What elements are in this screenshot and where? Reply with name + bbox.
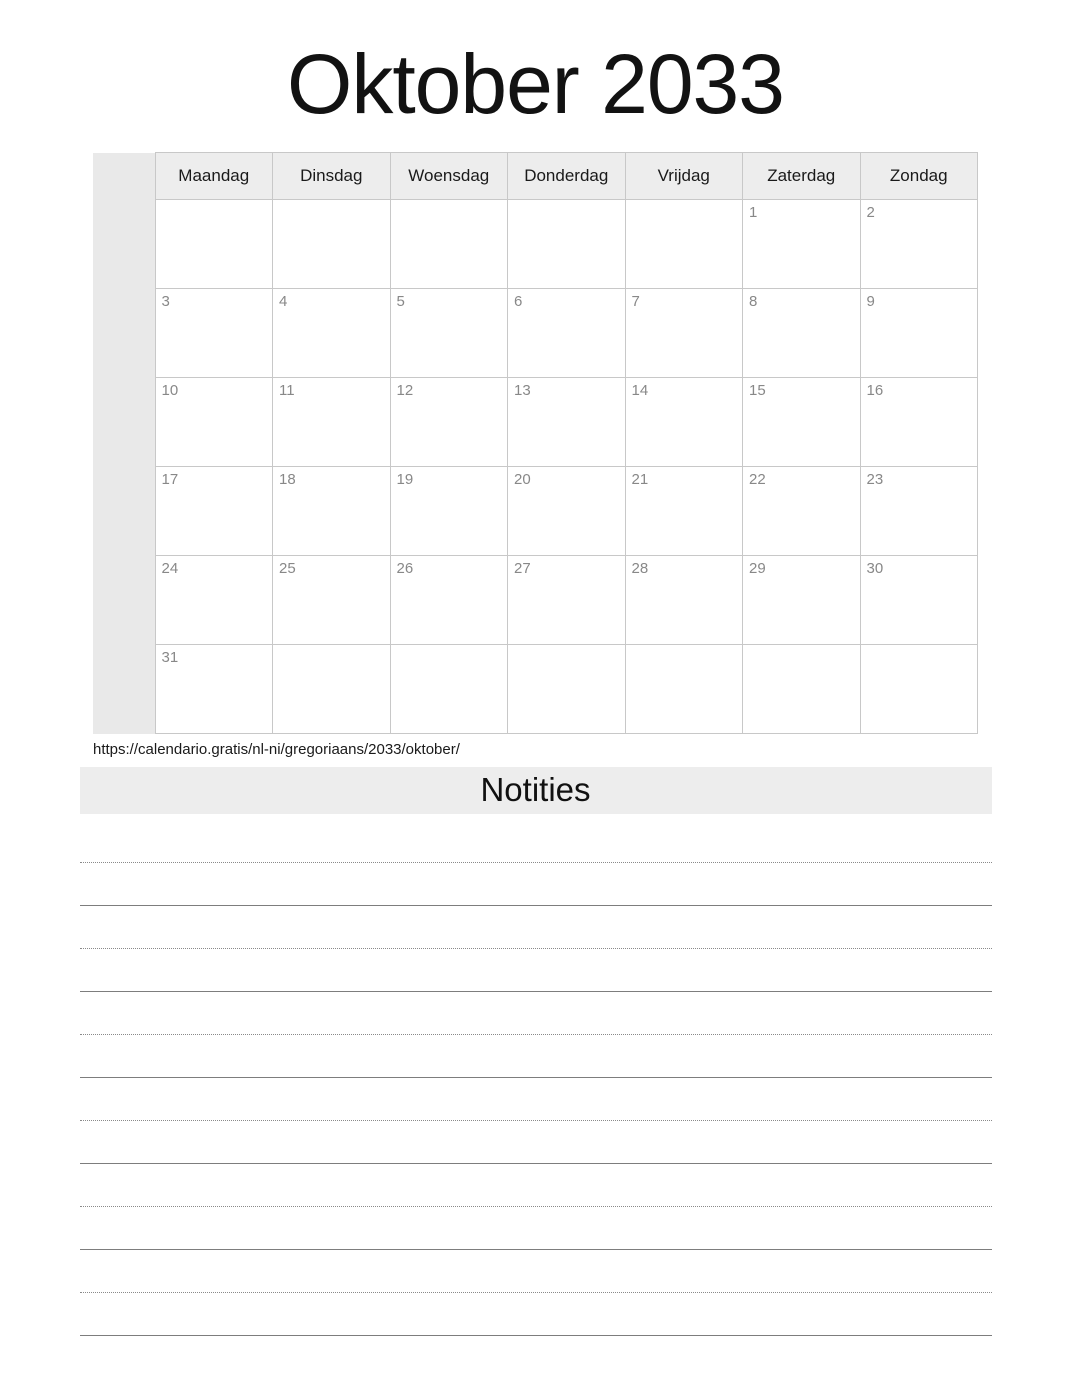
calendar-week-row [93, 200, 978, 289]
day-cell[interactable] [390, 645, 508, 734]
note-line[interactable] [80, 1121, 992, 1164]
day-cell[interactable]: 1 [743, 200, 861, 289]
day-cell[interactable]: 31 [155, 645, 273, 734]
day-cell[interactable] [508, 645, 626, 734]
day-cell[interactable]: 30 [860, 556, 978, 645]
day-cell[interactable]: 25 [273, 556, 391, 645]
calendar-gutter-cell [93, 467, 155, 556]
note-line[interactable] [80, 906, 992, 949]
weekday-header-tuesday: Dinsdag [273, 153, 391, 200]
calendar-header-row [93, 153, 978, 200]
day-cell[interactable]: 22 [743, 467, 861, 556]
note-line[interactable] [80, 1293, 992, 1336]
day-cell[interactable]: 17 [155, 467, 273, 556]
day-cell[interactable]: 19 [390, 467, 508, 556]
day-cell[interactable] [390, 200, 508, 289]
day-cell[interactable]: 6 [508, 289, 626, 378]
calendar-container [93, 152, 978, 734]
day-cell[interactable] [625, 200, 743, 289]
day-cell[interactable]: 14 [625, 378, 743, 467]
day-cell[interactable] [508, 200, 626, 289]
calendar-gutter-cell [93, 378, 155, 467]
day-cell[interactable]: 21 [625, 467, 743, 556]
day-cell[interactable] [155, 200, 273, 289]
day-cell[interactable]: 20 [508, 467, 626, 556]
day-cell[interactable] [625, 645, 743, 734]
source-url[interactable]: https://calendario.gratis/nl-ni/gregoriaans/2033/oktober/ [93, 741, 460, 758]
notes-section [80, 767, 992, 1336]
calendar-week-row [93, 467, 978, 556]
note-line[interactable] [80, 1078, 992, 1121]
weekday-header-saturday: Zaterdag [743, 153, 861, 200]
day-cell[interactable]: 15 [743, 378, 861, 467]
day-cell[interactable]: 12 [390, 378, 508, 467]
calendar-gutter-cell [93, 200, 155, 289]
day-cell[interactable]: 8 [743, 289, 861, 378]
calendar-week-row [93, 289, 978, 378]
page-title: Oktober 2033 [286, 37, 784, 131]
day-cell[interactable]: 13 [508, 378, 626, 467]
day-cell[interactable] [273, 200, 391, 289]
day-cell[interactable] [860, 645, 978, 734]
calendar-gutter-cell [93, 645, 155, 734]
day-cell[interactable]: 5 [390, 289, 508, 378]
note-line[interactable] [80, 1207, 992, 1250]
day-cell[interactable] [743, 645, 861, 734]
weekday-header-friday: Vrijdag [625, 153, 743, 200]
note-line[interactable] [80, 992, 992, 1035]
day-cell[interactable] [273, 645, 391, 734]
note-line[interactable] [80, 1164, 992, 1207]
day-cell[interactable]: 28 [625, 556, 743, 645]
day-cell[interactable]: 26 [390, 556, 508, 645]
day-cell[interactable]: 23 [860, 467, 978, 556]
notes-heading: Notities [80, 767, 992, 814]
day-cell[interactable]: 29 [743, 556, 861, 645]
calendar-week-row [93, 556, 978, 645]
note-line[interactable] [80, 1035, 992, 1078]
calendar-gutter-header [93, 153, 155, 200]
day-cell[interactable]: 10 [155, 378, 273, 467]
calendar-body [93, 200, 978, 734]
day-cell[interactable]: 3 [155, 289, 273, 378]
day-cell[interactable]: 11 [273, 378, 391, 467]
calendar-gutter-cell [93, 556, 155, 645]
note-line[interactable] [80, 949, 992, 992]
day-cell[interactable]: 18 [273, 467, 391, 556]
weekday-header-monday: Maandag [155, 153, 273, 200]
day-cell[interactable]: 16 [860, 378, 978, 467]
day-cell[interactable]: 2 [860, 200, 978, 289]
note-line[interactable] [80, 1250, 992, 1293]
note-line[interactable] [80, 820, 992, 863]
weekday-header-sunday: Zondag [860, 153, 978, 200]
day-cell[interactable]: 9 [860, 289, 978, 378]
notes-lines[interactable] [80, 820, 992, 1336]
day-cell[interactable]: 7 [625, 289, 743, 378]
calendar-gutter-cell [93, 289, 155, 378]
calendar-week-row [93, 378, 978, 467]
day-cell[interactable]: 27 [508, 556, 626, 645]
day-cell[interactable]: 24 [155, 556, 273, 645]
weekday-header-thursday: Donderdag [508, 153, 626, 200]
calendar-table [93, 152, 978, 734]
calendar-week-row [93, 645, 978, 734]
note-line[interactable] [80, 863, 992, 906]
day-cell[interactable]: 4 [273, 289, 391, 378]
weekday-header-wednesday: Woensdag [390, 153, 508, 200]
